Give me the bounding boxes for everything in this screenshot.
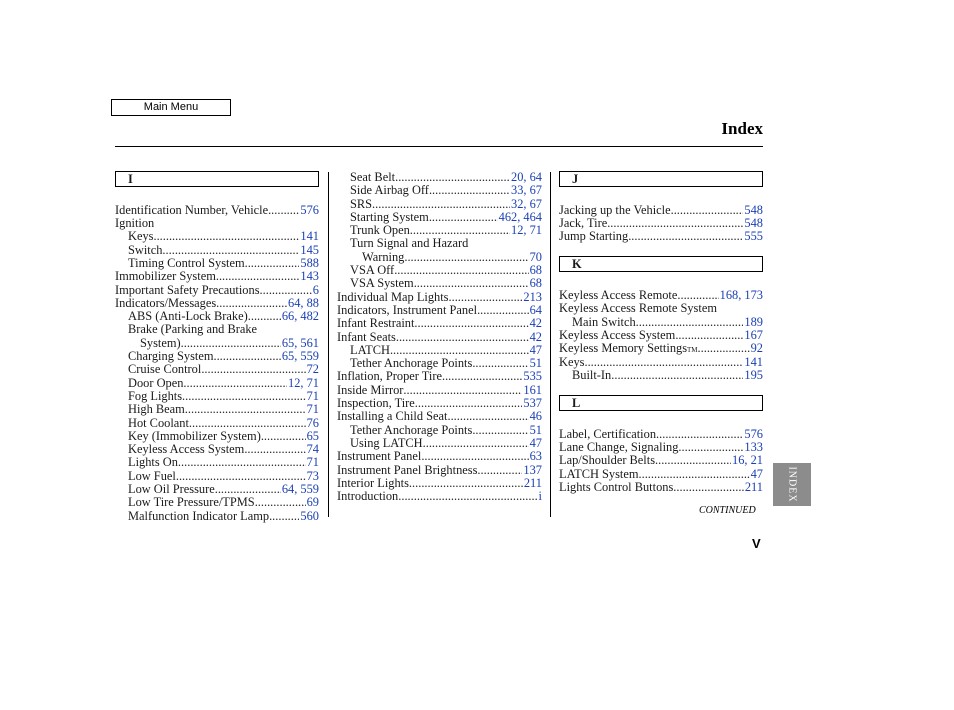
index-entry[interactable] xyxy=(337,224,542,237)
index-entry[interactable] xyxy=(559,468,763,481)
leader-dots xyxy=(611,369,743,382)
entry-label: Hot Coolant xyxy=(128,415,189,430)
entry-label: LATCH xyxy=(350,342,390,357)
entry-label: Inside Mirror xyxy=(337,382,404,397)
leader-dots xyxy=(248,310,281,323)
index-entry[interactable] xyxy=(115,270,319,283)
leader-dots xyxy=(390,344,529,357)
entry-label: Main Switch xyxy=(572,314,636,329)
leader-dots xyxy=(396,331,529,344)
leader-dots xyxy=(261,430,306,443)
index-entry[interactable] xyxy=(115,470,319,483)
page-link[interactable]: 6 xyxy=(312,282,319,297)
page-link[interactable]: 68 xyxy=(529,276,542,291)
leader-dots xyxy=(213,350,280,363)
index-column-2 xyxy=(337,171,542,503)
entry-label: Lane Change, Signaling xyxy=(559,440,679,455)
index-entry[interactable] xyxy=(559,481,763,494)
entry-label: Jump Starting xyxy=(559,229,629,244)
index-entry[interactable] xyxy=(337,437,542,450)
entry-label: Important Safety Precautions xyxy=(115,282,260,297)
page-link[interactable]: 560 xyxy=(300,508,319,523)
page-link[interactable]: 66, 482 xyxy=(281,309,319,324)
entry-label: Keys xyxy=(559,354,585,369)
index-entry[interactable] xyxy=(337,251,542,264)
entry-label: Keyless Access System xyxy=(559,328,676,343)
entry-label: Jack, Tire xyxy=(559,216,608,231)
page-link[interactable]: 46 xyxy=(529,409,542,424)
index-entry[interactable] xyxy=(559,441,763,454)
leader-dots xyxy=(673,481,744,494)
leader-dots xyxy=(409,477,523,490)
index-entry[interactable] xyxy=(115,310,319,323)
index-entry-list xyxy=(115,204,319,523)
entry-label: Installing a Child Seat xyxy=(337,409,448,424)
leader-dots xyxy=(628,230,743,243)
page-link[interactable]: 213 xyxy=(523,289,542,304)
index-column-1 xyxy=(115,171,319,523)
index-entry[interactable] xyxy=(115,430,319,443)
leader-dots xyxy=(398,490,537,503)
entry-label: Infant Restraint xyxy=(337,316,415,331)
leader-dots xyxy=(189,417,306,430)
leader-dots xyxy=(656,428,743,441)
leader-dots xyxy=(429,211,498,224)
leader-dots xyxy=(472,357,528,370)
index-entry[interactable] xyxy=(115,390,319,403)
index-column-3 xyxy=(559,171,763,494)
index-entry-list xyxy=(559,204,763,244)
leader-dots xyxy=(678,441,743,454)
leader-dots xyxy=(176,470,306,483)
entry-label: High Beam xyxy=(128,402,185,417)
index-entry[interactable] xyxy=(115,417,319,430)
page-link[interactable]: i xyxy=(538,489,542,504)
index-entry-list xyxy=(559,289,763,382)
section-letter-k: K xyxy=(559,256,763,272)
index-entry[interactable] xyxy=(337,211,542,224)
page-link[interactable]: 65, 561 xyxy=(281,335,319,350)
leader-dots xyxy=(395,171,510,184)
page-link[interactable]: 588 xyxy=(300,255,319,270)
entry-label: Keyless Access Remote xyxy=(559,288,678,303)
index-entry[interactable] xyxy=(115,456,319,469)
page-link[interactable]: 72 xyxy=(306,362,319,377)
index-entry xyxy=(559,302,763,315)
leader-dots xyxy=(255,496,306,509)
index-entry[interactable] xyxy=(559,428,763,441)
index-entry[interactable] xyxy=(559,369,763,382)
index-entry[interactable] xyxy=(115,204,319,217)
page-link[interactable]: 47 xyxy=(529,342,542,357)
index-entry[interactable] xyxy=(115,496,319,509)
leader-dots xyxy=(269,510,299,523)
section-letter-l: L xyxy=(559,395,763,411)
page-link[interactable]: 143 xyxy=(300,269,319,284)
index-entry[interactable] xyxy=(337,184,542,197)
index-entry xyxy=(115,217,319,230)
page-link[interactable]: 42 xyxy=(529,329,542,344)
leader-dots xyxy=(185,403,306,416)
index-entry[interactable] xyxy=(337,397,542,410)
entry-label: Switch xyxy=(128,242,163,257)
index-entry[interactable] xyxy=(337,464,542,477)
entry-label: Label, Certification xyxy=(559,426,657,441)
leader-dots xyxy=(472,424,528,437)
leader-dots xyxy=(244,443,305,456)
index-entry[interactable] xyxy=(115,284,319,297)
page-link[interactable]: 70 xyxy=(529,249,542,264)
page-link[interactable]: 71 xyxy=(306,455,319,470)
entry-label: Tether Anchorage Points xyxy=(350,356,473,371)
index-entry[interactable] xyxy=(115,363,319,376)
page-number: V xyxy=(752,536,761,551)
leader-dots xyxy=(216,297,287,310)
entry-label: Infant Seats xyxy=(337,329,396,344)
page-link[interactable]: 137 xyxy=(523,462,542,477)
entry-label: Low Fuel xyxy=(128,468,176,483)
leader-dots xyxy=(636,316,744,329)
entry-label: Keyless Memory Settings xyxy=(559,341,688,356)
index-entry[interactable] xyxy=(337,198,542,211)
index-entry[interactable] xyxy=(559,356,763,369)
index-entry[interactable] xyxy=(115,350,319,363)
index-entry[interactable] xyxy=(559,217,763,230)
page-link[interactable]: 535 xyxy=(523,369,542,384)
index-entry[interactable] xyxy=(337,264,542,277)
index-entry[interactable] xyxy=(115,337,319,350)
leader-dots xyxy=(153,230,299,243)
column-divider xyxy=(328,172,329,517)
page-link[interactable]: 576 xyxy=(300,202,319,217)
leader-dots xyxy=(671,204,744,217)
page-link[interactable]: 537 xyxy=(523,396,542,411)
index-entry[interactable] xyxy=(337,291,542,304)
index-entry[interactable]: Keyless Memory Settings TM ..... 92 xyxy=(559,342,763,355)
index-entry[interactable] xyxy=(559,329,763,342)
page-link[interactable]: 167 xyxy=(744,328,763,343)
index-entry[interactable] xyxy=(337,410,542,423)
index-entry[interactable] xyxy=(337,277,542,290)
entry-label: Jacking up the Vehicle xyxy=(559,202,671,217)
leader-dots xyxy=(477,464,522,477)
entry-label: Malfunction Indicator Lamp xyxy=(128,508,270,523)
page-link[interactable]: 12, 71 xyxy=(288,375,319,390)
leader-dots xyxy=(216,270,300,283)
leader-dots xyxy=(698,342,750,355)
entry-label: System) xyxy=(140,335,181,350)
entry-label: Brake (Parking and Brake xyxy=(128,322,258,337)
page-link[interactable]: 555 xyxy=(744,229,763,244)
leader-dots xyxy=(245,257,300,270)
entry-label: Turn Signal and Hazard xyxy=(350,236,469,251)
leader-dots xyxy=(268,204,299,217)
page-link[interactable]: 71 xyxy=(306,388,319,403)
index-entry[interactable] xyxy=(115,297,319,310)
main-menu-button[interactable]: Main Menu xyxy=(111,99,231,116)
leader-dots xyxy=(181,337,281,350)
leader-dots xyxy=(655,454,731,467)
page-link[interactable]: 161 xyxy=(523,382,542,397)
index-entry[interactable] xyxy=(337,384,542,397)
page-link[interactable]: 141 xyxy=(300,229,319,244)
entry-label: Interior Lights xyxy=(337,475,409,490)
leader-dots xyxy=(477,304,529,317)
entry-label: Lap/Shoulder Belts xyxy=(559,453,656,468)
leader-dots xyxy=(423,437,529,450)
index-entry[interactable] xyxy=(337,490,542,503)
index-entry[interactable] xyxy=(337,331,542,344)
entry-label: Low Tire Pressure/TPMS xyxy=(128,495,255,510)
entry-label: Tether Anchorage Points xyxy=(350,422,473,437)
continued-note: CONTINUED xyxy=(699,505,756,516)
page-link[interactable]: 42 xyxy=(529,316,542,331)
entry-label: Seat Belt xyxy=(350,170,396,184)
entry-label: VSA Off xyxy=(350,263,395,278)
entry-label: Indicators, Instrument Panel xyxy=(337,302,478,317)
page-link[interactable]: 65 xyxy=(306,428,319,443)
index-entry[interactable] xyxy=(115,257,319,270)
index-entry[interactable] xyxy=(337,304,542,317)
index-entry[interactable] xyxy=(337,171,542,184)
entry-label: Key (Immobilizer System) xyxy=(128,428,261,443)
entry-label: Keys xyxy=(128,229,154,244)
title-divider xyxy=(115,146,763,147)
leader-dots xyxy=(183,377,287,390)
entry-label: Using LATCH xyxy=(350,435,423,450)
page-link[interactable]: 462, 464 xyxy=(498,209,542,224)
leader-dots xyxy=(182,390,306,403)
index-entry[interactable] xyxy=(337,477,542,490)
index-entry[interactable] xyxy=(337,450,542,463)
index-entry[interactable] xyxy=(559,230,763,243)
entry-label: Indicators/Messages xyxy=(115,295,217,310)
page-link[interactable]: 71 xyxy=(306,402,319,417)
page-link[interactable]: 74 xyxy=(306,442,319,457)
page-link[interactable]: 548 xyxy=(744,202,763,217)
page-link[interactable]: 32, 67 xyxy=(511,196,542,211)
page-link[interactable]: 145 xyxy=(300,242,319,257)
index-entry[interactable] xyxy=(337,317,542,330)
leader-dots xyxy=(394,264,528,277)
page-link[interactable]: 195 xyxy=(744,367,763,382)
index-entry[interactable] xyxy=(337,344,542,357)
entry-label: Lights On xyxy=(128,455,178,470)
index-entry[interactable] xyxy=(115,377,319,390)
page-link[interactable]: 68 xyxy=(529,263,542,278)
page-link[interactable]: 69 xyxy=(306,495,319,510)
index-entry[interactable] xyxy=(115,244,319,257)
entry-label: Inspection, Tire xyxy=(337,396,415,411)
page-link[interactable]: 51 xyxy=(529,356,542,371)
entry-label: Timing Control System xyxy=(128,255,245,270)
index-entry[interactable] xyxy=(559,454,763,467)
entry-label: Lights Control Buttons xyxy=(559,479,674,494)
page-link[interactable]: 548 xyxy=(744,216,763,231)
page-link[interactable]: 92 xyxy=(750,341,763,356)
page-link[interactable]: 73 xyxy=(306,468,319,483)
entry-label: Trunk Open xyxy=(350,223,410,238)
entry-label: VSA System xyxy=(350,276,414,291)
page-link[interactable]: 189 xyxy=(744,314,763,329)
leader-dots xyxy=(639,468,750,481)
index-entry[interactable] xyxy=(337,424,542,437)
index-entry[interactable] xyxy=(115,510,319,523)
page-link[interactable]: 211 xyxy=(744,479,763,494)
index-entry[interactable] xyxy=(337,370,542,383)
index-entry[interactable] xyxy=(115,403,319,416)
leader-dots xyxy=(447,410,528,423)
leader-dots xyxy=(607,217,743,230)
index-entry[interactable] xyxy=(559,289,763,302)
index-entry xyxy=(115,323,319,336)
page-link[interactable]: 211 xyxy=(523,475,542,490)
entry-label: ABS (Anti-Lock Brake) xyxy=(128,309,248,324)
entry-label: Inflation, Proper Tire xyxy=(337,369,442,384)
column-divider xyxy=(550,172,551,517)
page-title: Index xyxy=(721,119,763,138)
page-link[interactable]: 64 xyxy=(529,302,542,317)
entry-label: LATCH System xyxy=(559,466,639,481)
leader-dots xyxy=(449,291,523,304)
index-entry-list xyxy=(337,171,542,503)
page-link[interactable]: 63 xyxy=(529,449,542,464)
page-link[interactable]: 133 xyxy=(744,440,763,455)
page-link[interactable]: 12, 71 xyxy=(511,223,542,238)
leader-dots xyxy=(415,397,523,410)
entry-label: Starting System xyxy=(350,209,429,224)
leader-dots xyxy=(403,384,522,397)
page-link[interactable]: 16, 21 xyxy=(732,453,763,468)
entry-label: Introduction xyxy=(337,489,399,504)
page-link[interactable]: 20, 64 xyxy=(511,170,542,184)
entry-label: Instrument Panel Brightness xyxy=(337,462,478,477)
section-letter-j: J xyxy=(559,171,763,187)
entry-label: Keyless Access Remote System xyxy=(559,301,717,316)
leader-dots xyxy=(442,370,522,383)
index-side-tab[interactable] xyxy=(773,463,811,506)
entry-label: Low Oil Pressure xyxy=(128,482,215,497)
index-entry-list xyxy=(559,428,763,494)
index-entry[interactable] xyxy=(115,230,319,243)
entry-label: SRS xyxy=(350,196,373,211)
entry-label: Identification Number, Vehicle xyxy=(115,202,269,217)
leader-dots xyxy=(372,198,510,211)
page-link[interactable]: 64, 559 xyxy=(281,482,319,497)
entry-label: Ignition xyxy=(115,216,155,231)
page-link[interactable]: 576 xyxy=(744,426,763,441)
index-entry[interactable] xyxy=(559,316,763,329)
entry-label: Immobilizer System xyxy=(115,269,216,284)
leader-dots xyxy=(421,450,528,463)
leader-dots xyxy=(675,329,743,342)
entry-label: Charging System xyxy=(128,349,214,364)
index-entry xyxy=(337,237,542,250)
page-link[interactable]: 47 xyxy=(529,435,542,450)
leader-dots xyxy=(414,277,529,290)
index-entry[interactable] xyxy=(115,483,319,496)
entry-label: Cruise Control xyxy=(128,362,202,377)
leader-dots xyxy=(414,317,528,330)
entry-label: Individual Map Lights xyxy=(337,289,449,304)
leader-dots xyxy=(162,244,299,257)
entry-label: Keyless Access System xyxy=(128,442,245,457)
leader-dots xyxy=(404,251,528,264)
page-link[interactable]: 168, 173 xyxy=(719,288,763,303)
index-entry[interactable] xyxy=(559,204,763,217)
page-link[interactable]: 51 xyxy=(529,422,542,437)
entry-label: Instrument Panel xyxy=(337,449,422,464)
section-letter-i: I xyxy=(115,171,319,187)
page-link[interactable]: 47 xyxy=(750,466,763,481)
leader-dots xyxy=(215,483,281,496)
page-link[interactable]: 65, 559 xyxy=(281,349,319,364)
leader-dots xyxy=(260,284,312,297)
leader-dots xyxy=(178,456,306,469)
entry-label: Built-In xyxy=(572,367,612,382)
index-entry[interactable] xyxy=(337,357,542,370)
index-entry[interactable] xyxy=(115,443,319,456)
page-link[interactable]: 33, 67 xyxy=(511,183,542,198)
page-link[interactable]: 141 xyxy=(744,354,763,369)
leader-dots xyxy=(201,363,305,376)
leader-dots xyxy=(410,224,510,237)
entry-label: Fog Lights xyxy=(128,388,183,403)
entry-label: Warning xyxy=(362,249,405,264)
entry-label: Door Open xyxy=(128,375,184,390)
leader-dots xyxy=(584,356,743,369)
leader-dots xyxy=(429,184,510,197)
page-link[interactable]: 64, 88 xyxy=(288,295,319,310)
page-link[interactable]: 76 xyxy=(306,415,319,430)
side-tab-label: INDEX xyxy=(786,466,798,503)
leader-dots xyxy=(677,289,718,302)
entry-label: Side Airbag Off xyxy=(350,183,429,198)
